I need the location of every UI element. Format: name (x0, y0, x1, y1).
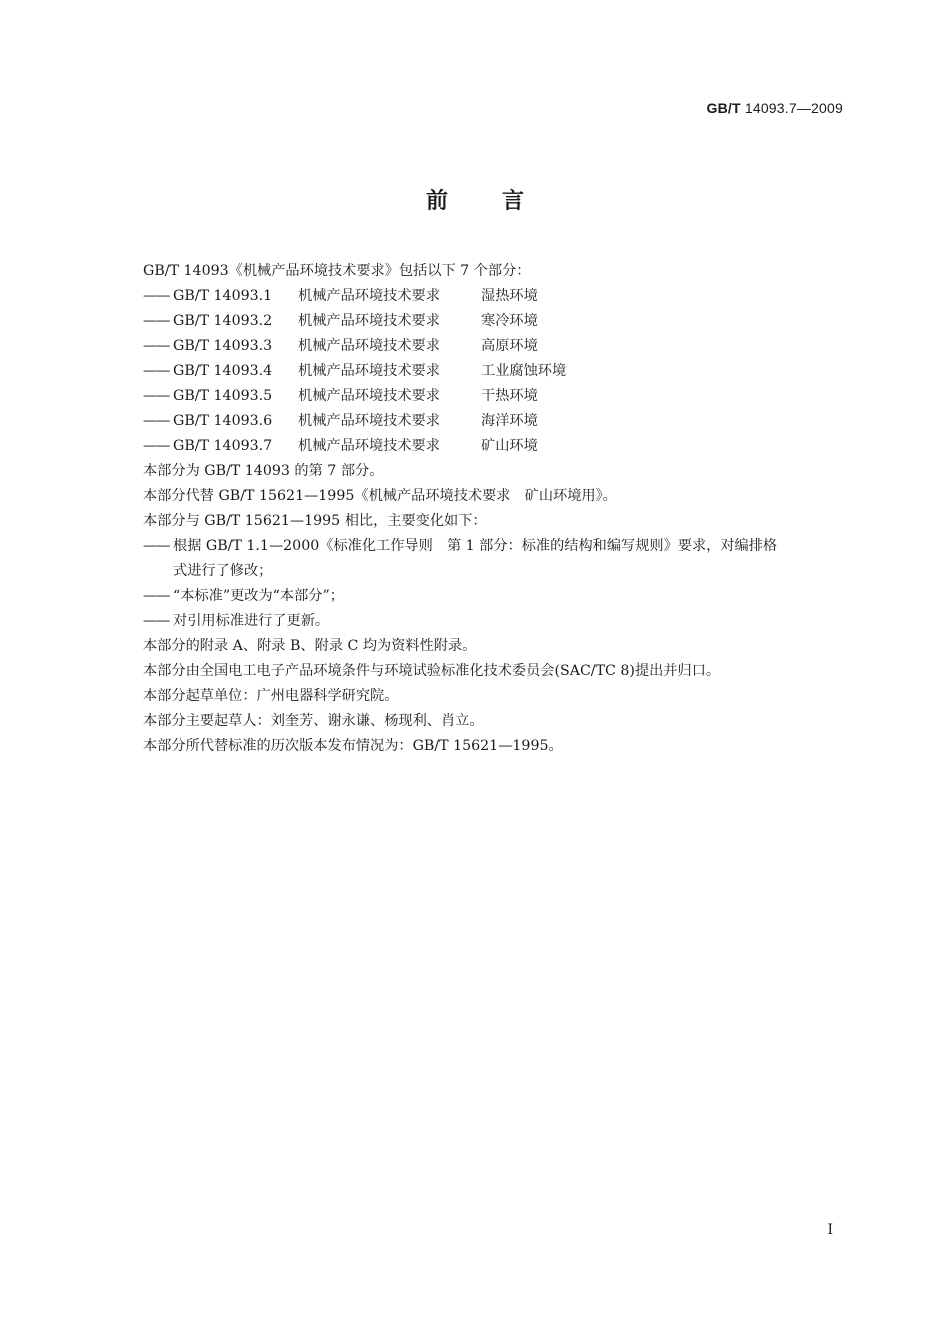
part-std: GB/T 14093.7 (173, 438, 273, 454)
changes-intro-paragraph: 本部分与 GB/T 15621—1995 相比，主要变化如下： (143, 513, 487, 529)
part-env: 海洋环境 (481, 413, 538, 429)
standard-prefix: GB/T (706, 100, 741, 116)
dash: —— (143, 363, 170, 379)
part-name: 机械产品环境技术要求 (298, 338, 440, 354)
page-number: I (827, 1222, 833, 1238)
drafter-unit-paragraph: 本部分起草单位：广州电器科学研究院。 (143, 688, 399, 704)
history-paragraph: 本部分所代替标准的历次版本发布情况为：GB/T 15621—1995。 (143, 738, 563, 754)
dash: —— (143, 588, 170, 604)
part-std: GB/T 14093.3 (173, 338, 273, 354)
dash: —— (143, 613, 170, 629)
change-item (143, 584, 845, 609)
part-env: 湿热环境 (481, 288, 538, 304)
dash: —— (143, 313, 170, 329)
list-item (143, 309, 845, 334)
list-item (143, 334, 845, 359)
dash: —— (143, 413, 170, 429)
replace-paragraph: 本部分代替 GB/T 15621—1995《机械产品环境技术要求 矿山环境用》。 (143, 488, 617, 504)
part-paragraph: 本部分为 GB/T 14093 的第 7 部分。 (143, 463, 384, 479)
part-env: 工业腐蚀环境 (481, 363, 567, 379)
part-std: GB/T 14093.5 (173, 388, 273, 404)
part-name: 机械产品环境技术要求 (298, 413, 440, 429)
part-name: 机械产品环境技术要求 (298, 438, 440, 454)
change-item-continuation: 式进行了修改； (173, 563, 273, 579)
change-text: 根据 GB/T 1.1—2000《标准化工作导则 第 1 部分：标准的结构和编写规则》要求，对编排格 (173, 538, 778, 554)
change-text: 对引用标准进行了更新。 (173, 613, 330, 629)
list-item (143, 434, 845, 459)
part-std: GB/T 14093.1 (173, 288, 273, 304)
part-env: 寒冷环境 (481, 313, 538, 329)
committee-paragraph: 本部分由全国电工电子产品环境条件与环境试验标准化技术委员会(SAC/TC 8)提出并归口。 (143, 663, 721, 679)
dash: —— (143, 538, 170, 554)
list-item (143, 284, 845, 309)
intro-paragraph: GB/T 14093《机械产品环境技术要求》包括以下 7 个部分： (143, 263, 531, 279)
annex-paragraph: 本部分的附录 A、附录 B、附录 C 均为资料性附录。 (143, 638, 477, 654)
part-env: 矿山环境 (481, 438, 538, 454)
part-std: GB/T 14093.4 (173, 363, 273, 379)
part-name: 机械产品环境技术要求 (298, 288, 440, 304)
part-std: GB/T 14093.2 (173, 313, 273, 329)
dash: —— (143, 388, 170, 404)
foreword-body (143, 259, 845, 759)
part-name: 机械产品环境技术要求 (298, 363, 440, 379)
part-std: GB/T 14093.6 (173, 413, 273, 429)
list-item (143, 359, 845, 384)
standard-number (707, 100, 844, 116)
page-title: 前言 (425, 189, 578, 214)
dash: —— (143, 288, 170, 304)
part-name: 机械产品环境技术要求 (298, 388, 440, 404)
part-env: 高原环境 (481, 338, 538, 354)
change-item (143, 534, 845, 559)
part-env: 干热环境 (481, 388, 538, 404)
list-item (143, 409, 845, 434)
drafters-paragraph: 本部分主要起草人：刘奎芳、谢永谦、杨现利、肖立。 (143, 713, 484, 729)
dash: —— (143, 338, 170, 354)
standard-code: 14093.7—2009 (744, 100, 843, 116)
list-item (143, 384, 845, 409)
part-name: 机械产品环境技术要求 (298, 313, 440, 329)
change-text: “本标准”更改为“本部分”； (173, 588, 344, 604)
dash: —— (143, 438, 170, 454)
change-item (143, 609, 845, 634)
